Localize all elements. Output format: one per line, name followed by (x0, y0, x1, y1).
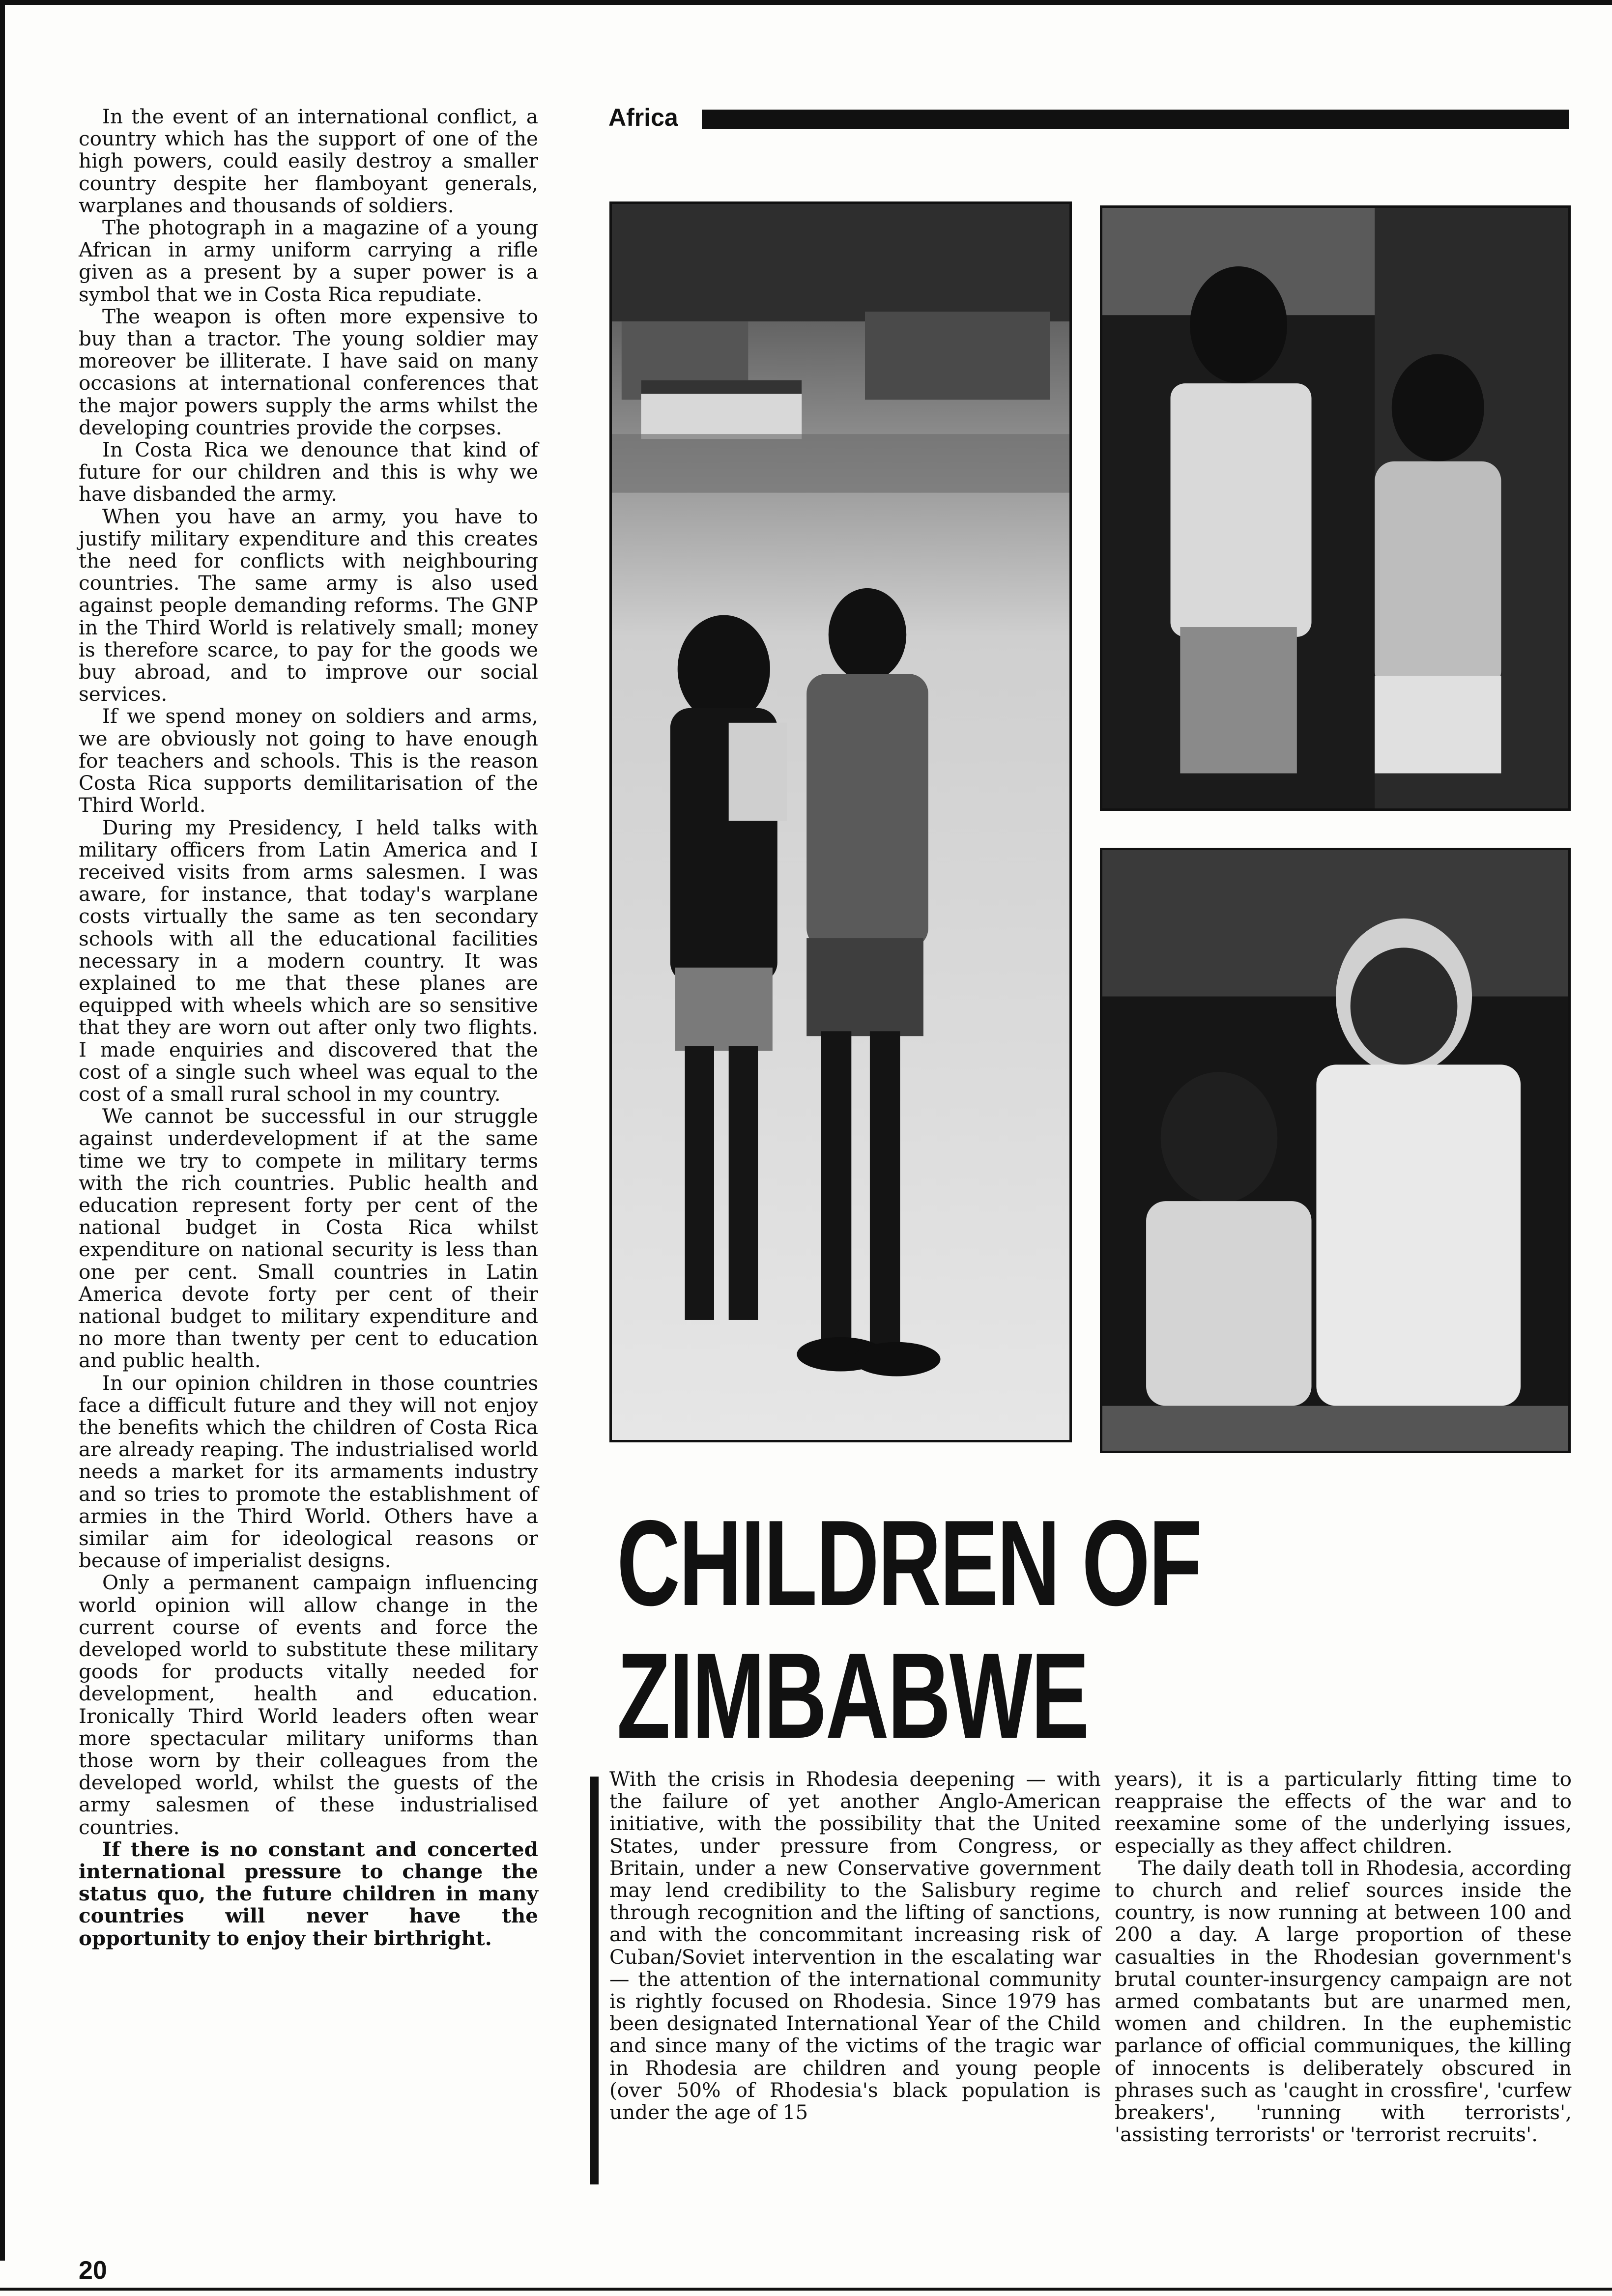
page-border-top (0, 0, 1612, 5)
left-paragraph: The photograph in a magazine of a young African in army uniform carrying a rifle given as a present by a super power is a symbol that we in Costa Rica repudiate. (79, 216, 538, 306)
photo-boys-street-image (612, 204, 1069, 1440)
left-paragraph: If there is no constant and concerted international pressure to change the status quo, the future children in many countries will never have the opportunity to enjoy their birthright. (79, 1837, 538, 1950)
photo-two-children-image (1102, 850, 1568, 1451)
left-paragraph: The weapon is often more expensive to buy than a tractor. The young soldier may moreover be illiterate. I have said on many occasions at international conferences that the major powers supply the arms whilst the developing countries provide the corpses. (79, 304, 538, 439)
photo-two-children (1100, 848, 1571, 1453)
left-paragraph: In our opinion children in those countries face a difficult future and they will not enjoy the benefits which the children of Costa Rica are already reaping. The industrialised world needs a market for its armaments industry and so tries to promote the establishment of armies in the Third World. Others have a similar aim for ideological reasons or because of imperialist designs. (79, 1371, 538, 1573)
left-paragraph: If we spend money on soldiers and arms, we are obviously not going to have enough for teachers and schools. This is the reason Costa Rica supports demilitarisation of the Third World. (79, 704, 538, 817)
left-paragraph: In the event of an international conflict, a country which has the support of one of the high powers, could easily destroy a smaller country despite her flamboyant generals, warplanes and thousands of soldiers. (79, 105, 538, 217)
headline (617, 1496, 1254, 1762)
left-column-text (79, 106, 538, 1950)
left-paragraph: When you have an army, you have to justify military expenditure and this creates the need for conflicts with neighbouring countries. The same army is also used against people demanding reforms. The GNP in the Third World is relatively small; money is therefore scarce, to pay for the goods we buy abroad, and to improve our social services. (79, 504, 538, 706)
page-border-left (0, 0, 5, 2261)
article-paragraph: The daily death toll in Rhodesia, according to church and relief sources inside the country, is now running at between 100 and 200 a day. A large proportion of these casualties in the Rhodesian government's brutal counter-insurgency campaign are not armed combatants but are unarmed men, women and children. In the euphemistic parlance of official communiques, the killing of innocents is deliberately obscured in phrases such as 'caught in crossfire', 'curfew breakers', 'running with terrorists', 'assisting terrorists' or 'terrorist recruits'. (1115, 1856, 1572, 2147)
section-rule (702, 110, 1569, 129)
page-border-bottom (0, 2288, 1612, 2291)
headline-line-2: ZIMBABWE (617, 1627, 1088, 1764)
article-column-1 (609, 1768, 1101, 2124)
left-paragraph: During my Presidency, I held talks with military officers from Latin America and I received visits from arms salesmen. I was aware, for instance, that today's warplane costs virtually the same as ten secondary schools with all the educational facilities necessary in a modern country. It was explained to me that these planes are equipped with wheels which are so sensitive that they are worn out after only two flights. I made enquiries and discovered that the cost of a single such wheel was equal to the cost of a small rural school in my country. (79, 815, 538, 1106)
headline-line-1: CHILDREN OF (617, 1494, 1201, 1631)
left-paragraph: We cannot be successful in our struggle against underdevelopment if at the same time we try to compete in military terms with the rich countries. Public health and education represent forty per cent of the national budget in Costa Rica whilst expenditure on national security is less than one per cent. Small countries in Latin America devote forty per cent of their national budget to military expenditure and no more than twenty per cent to education and public health. (79, 1104, 538, 1373)
article-column-2 (1115, 1768, 1572, 2146)
article-paragraph: years), it is a particularly fitting time to reappraise the effects of the war and to reexamine some of the underlying issues, especially as they affect children. (1115, 1767, 1572, 1858)
photo-two-boys-image (1102, 208, 1568, 808)
left-paragraph: Only a permanent campaign influencing world opinion will allow change in the current course of events and force the developed world to substitute these military goods for products vitally needed for development, health and education. Ironically Third World leaders often wear more spectacular military uniforms than those worn by their colleagues from the developed world, whilst the guests of the army salesmen of these industrialised countries. (79, 1571, 538, 1839)
article-paragraph: With the crisis in Rhodesia deepening — with the failure of yet another Anglo-American initiative, with the possibility that the United States, under pressure from Congress, or Britain, under a new Conservative government may lend credibility to the Salisbury regime through recognition and the lifting of sanctions, and with the concommitant increasing risk of Cuban/Soviet intervention in the escalating war — the attention of the international community is rightly focused on Rhodesia. Since 1979 has been designated International Year of the Child and since many of the victims of the tragic war in Rhodesia are children and young people (over 50% of Rhodesia's black population is under the age of 15 (609, 1767, 1101, 2124)
photo-boys-street (609, 201, 1072, 1442)
article-side-bar (590, 1777, 599, 2184)
section-label: Africa (608, 104, 678, 131)
photo-two-boys (1100, 205, 1571, 811)
page-number: 20 (79, 2256, 107, 2285)
section-header (608, 106, 1569, 131)
left-paragraph: In Costa Rica we denounce that kind of future for our children and this is why we have disbanded the army. (79, 438, 538, 506)
